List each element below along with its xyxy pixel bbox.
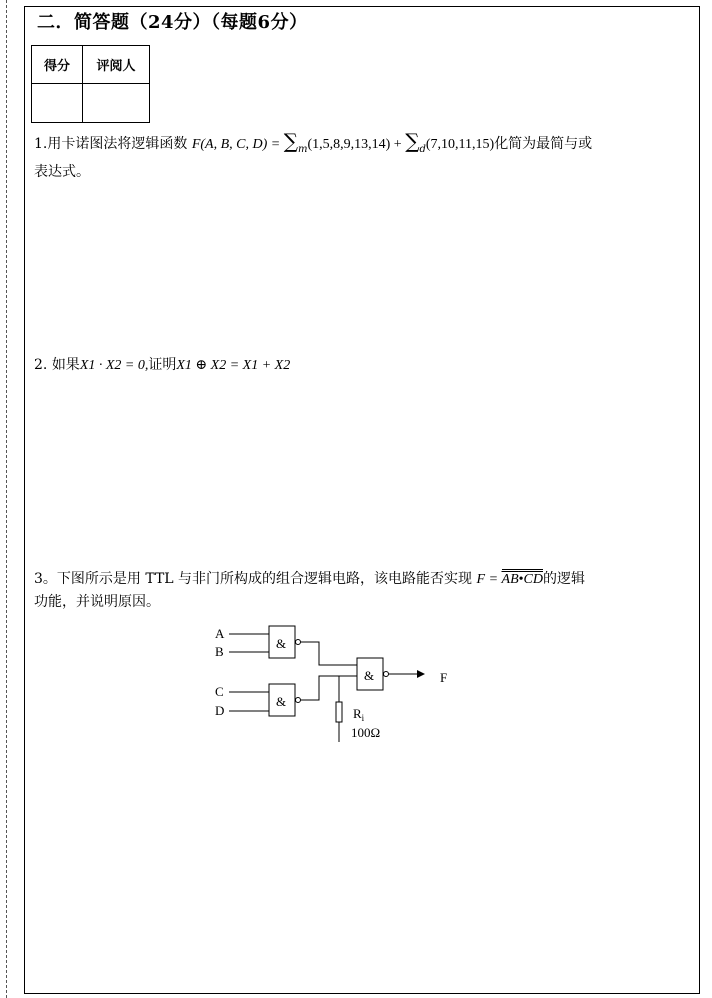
q2-text-if: 如果 bbox=[51, 357, 80, 373]
gate-2-symbol: & bbox=[276, 694, 287, 709]
input-label-c: C bbox=[215, 684, 224, 699]
q3-expr-lhs: F = bbox=[476, 572, 502, 587]
q3-text-after: 的逻辑 bbox=[542, 571, 585, 587]
q1-text-line2: 表达式。 bbox=[34, 163, 90, 180]
resistor-label: $R_i$ bbox=[353, 706, 365, 723]
question-3 bbox=[34, 568, 698, 613]
input-label-d: D bbox=[215, 703, 225, 718]
input-label-b: B bbox=[215, 644, 224, 659]
output-label-f: F bbox=[440, 670, 448, 685]
q1-text-after: 化简为最简与或 bbox=[494, 136, 593, 152]
q2-statement: X1 ⊕ X2 = X1 + X2 bbox=[176, 358, 291, 373]
question-2 bbox=[34, 354, 290, 377]
q1-dontcares: (7,10,11,15) bbox=[425, 137, 495, 152]
resistor bbox=[336, 702, 342, 722]
q1-plus: + bbox=[390, 137, 406, 152]
q3-expr-cd: CD bbox=[523, 572, 543, 587]
resistor-value: 100Ω bbox=[351, 725, 381, 740]
gate-3-symbol: & bbox=[364, 668, 375, 683]
q2-condition: X1 · X2 = 0, bbox=[79, 358, 149, 373]
q3-expr-ab: AB bbox=[501, 572, 519, 587]
grader-header: 评阅人 bbox=[83, 46, 150, 84]
input-label-a: A bbox=[215, 626, 225, 641]
binding-dashed-line bbox=[6, 0, 7, 998]
q1-minterms: (1,5,8,9,13,14) bbox=[307, 137, 391, 152]
nand-circuit-diagram bbox=[205, 620, 465, 750]
q3-expr-dot: • bbox=[518, 572, 524, 587]
q3-text-line2: 功能，并说明原因。 bbox=[34, 594, 160, 610]
score-header: 得分 bbox=[32, 46, 83, 84]
grader-cell[interactable] bbox=[83, 84, 150, 123]
section-title: 二．简答题（24分）（每题6分） bbox=[37, 12, 308, 33]
score-cell[interactable] bbox=[32, 84, 83, 123]
q1-sum-m-sub: m bbox=[297, 143, 308, 155]
q1-number: 1. bbox=[34, 136, 48, 152]
q1-function: F(A, B, C, D) = bbox=[191, 137, 284, 152]
q2-text-prove: 证明 bbox=[148, 357, 177, 373]
score-table bbox=[31, 45, 150, 123]
q1-sum-d-sub: d bbox=[419, 143, 426, 155]
q1-text-before: 用卡诺图法将逻辑函数 bbox=[47, 136, 188, 152]
gate-1-symbol: & bbox=[276, 636, 287, 651]
q3-number: 3。 bbox=[34, 571, 57, 587]
q2-number: 2. bbox=[34, 357, 48, 373]
question-1: 1.用卡诺图法将逻辑函数 F(A, B, C, $D) = \sum_m(1,5,8,9,13,14) + \sum_d(7,10,11,15)$化简为最简与或 表达式。 bbox=[34, 129, 593, 180]
q3-text-before: 下图所示是用 TTL 与非门所构成的组合逻辑电路，该电路能否实现 bbox=[56, 571, 473, 587]
